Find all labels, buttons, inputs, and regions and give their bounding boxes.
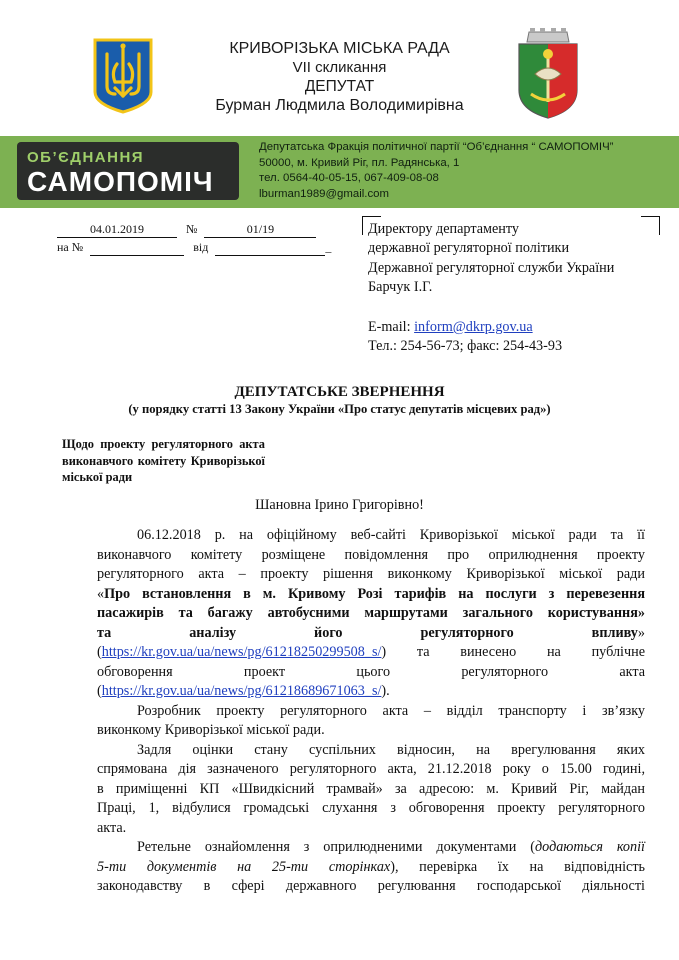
- body-line: Задля оцінки стану суспільних відносин, на врегулювання яких: [137, 741, 645, 758]
- party-phone: тел. 0564-40-05-15, 067-409-08-08: [259, 172, 439, 184]
- ref-date: 04.01.2019: [57, 222, 177, 238]
- regulatory-act-title-3: та аналізу його регуляторного впливу: [97, 624, 638, 641]
- ref-number: 01/19: [204, 222, 316, 238]
- deputy-name: Бурман Людмила Володимирівна: [215, 97, 464, 114]
- ref-on-label: на №: [57, 240, 84, 254]
- subject-block: Щодо проекту регуляторного акта виконавчого комітету Криворізької міської ради: [62, 437, 265, 484]
- party-contacts: [259, 140, 613, 202]
- bold-close-quote: »: [637, 624, 645, 641]
- party-logo-top: ОБ’ЄДНАННЯ: [27, 149, 145, 166]
- addressee-email-row: [368, 318, 614, 337]
- addressee-line-1: Директору департаменту: [368, 221, 519, 237]
- ref-from-blank: [215, 240, 325, 256]
- body-line: Праці, 1, відбулися громадські слухання з обговорення проекту регуляторного: [97, 800, 645, 816]
- addressee-email-link[interactable]: inform@dkrp.gov.ua: [414, 318, 533, 335]
- body-line: спрямована дія зазначеного регуляторного акта, 21.12.2018 року о 15.00 годині,: [97, 761, 645, 777]
- body-line-bold: [97, 624, 645, 644]
- body-line: виконкому Криворізької міської ради.: [97, 722, 325, 738]
- addressee-line-2: державної регуляторної політики: [368, 240, 570, 257]
- bold-open-quote: «: [97, 585, 105, 602]
- body-line-link: [97, 643, 645, 663]
- addressee-block: [368, 220, 614, 356]
- council-name: КРИВОРІЗЬКА МІСЬКА РАДА: [229, 40, 450, 57]
- addressee-name: Барчук І.Г.: [368, 279, 433, 296]
- body-line: законодавству в сфері державного регулювання господарської діяльності: [97, 878, 645, 894]
- addressee-corner-right: [641, 216, 660, 235]
- p4-italic: додаються копії: [534, 839, 645, 855]
- ref-from-label: від: [193, 240, 209, 254]
- email-label: E-mail:: [368, 318, 411, 335]
- p4-italic: 5-ти документів на 25-ти сторінках: [97, 858, 391, 875]
- kryvyi-rih-coat-of-arms-icon: [513, 28, 583, 120]
- party-logo: [17, 142, 239, 200]
- link-close: ).: [381, 683, 390, 699]
- party-address: 50000, м. Кривий Ріг, пл. Радянська, 1: [259, 156, 460, 169]
- letter-body: [97, 526, 645, 897]
- body-line: в приміщенні КП «Швидкісний трамвай» за адресою: м. Кривий Ріг, майдан: [97, 780, 645, 797]
- regulatory-act-title-2: пасажирів та багажу автобусними маршрутами загального користування»: [97, 605, 645, 621]
- link-open: (: [97, 683, 102, 699]
- incoming-ref: [57, 240, 331, 256]
- body-line: 06.12.2018 р. на офіційному веб-сайті Криворізької міської ради та її: [137, 527, 645, 543]
- ref-no-label: №: [186, 222, 198, 236]
- link-open: (: [97, 644, 102, 660]
- body-line: [97, 838, 645, 858]
- body-line-link: [97, 682, 645, 702]
- document-subtitle: (у порядку статті 13 Закону України «Про статус депутатів місцевих рад»): [128, 402, 551, 416]
- ref-on-blank: [90, 240, 184, 256]
- body-line-bold: [97, 585, 645, 605]
- body-line: акта.: [97, 819, 127, 836]
- body-line: регуляторного акта – проекту рішення виконкому Криворізької міської ради: [97, 566, 645, 582]
- party-email: lburman1989@gmail.com: [259, 187, 389, 200]
- p4-text: ), перевірка їх на відповідність: [390, 858, 646, 875]
- document-title: ДЕПУТАТСЬКЕ ЗВЕРНЕННЯ: [234, 384, 445, 400]
- body-line-bold: [97, 604, 645, 624]
- salutation: Шановна Ірино Григорівно!: [255, 497, 424, 513]
- party-banner: [0, 136, 679, 208]
- body-line: обговорення проект цього регуляторного акта: [97, 663, 645, 680]
- body-line: Розробник проекту регуляторного акта – відділ транспорту і зв’язку: [137, 702, 645, 719]
- ref-trail: _: [325, 240, 332, 254]
- link-close: ) та винесено на публічне: [381, 644, 645, 660]
- addressee-phone: Тел.: 254-56-73; факс: 254-43-93: [368, 338, 563, 355]
- body-line: виконавчого комітету розміщене повідомлення про оприлюднення проекту: [97, 546, 645, 563]
- party-faction: Депутатська Фракція політичної партії “Об’єднання “ САМОПОМІЧ”: [259, 141, 614, 153]
- party-logo-bottom: САМОПОМІЧ: [27, 166, 214, 197]
- deputy-role: ДЕПУТАТ: [304, 78, 375, 95]
- regulatory-act-title-1: Про встановлення в м. Кривому Розі тарифів на послуги з перевезення: [104, 585, 645, 602]
- source-link-1[interactable]: https://kr.gov.ua/ua/news/pg/61218250299508_s/: [101, 644, 382, 660]
- p4-text: Ретельне ознайомлення з оприлюдненими документами (: [137, 839, 535, 855]
- outgoing-ref: [57, 222, 316, 238]
- body-line: [97, 858, 645, 878]
- addressee-line-3: Державної регуляторної служби України: [368, 259, 615, 276]
- convocation: VII скликання: [292, 59, 387, 76]
- source-link-2[interactable]: https://kr.gov.ua/ua/news/pg/61218689671063_s/: [101, 683, 382, 699]
